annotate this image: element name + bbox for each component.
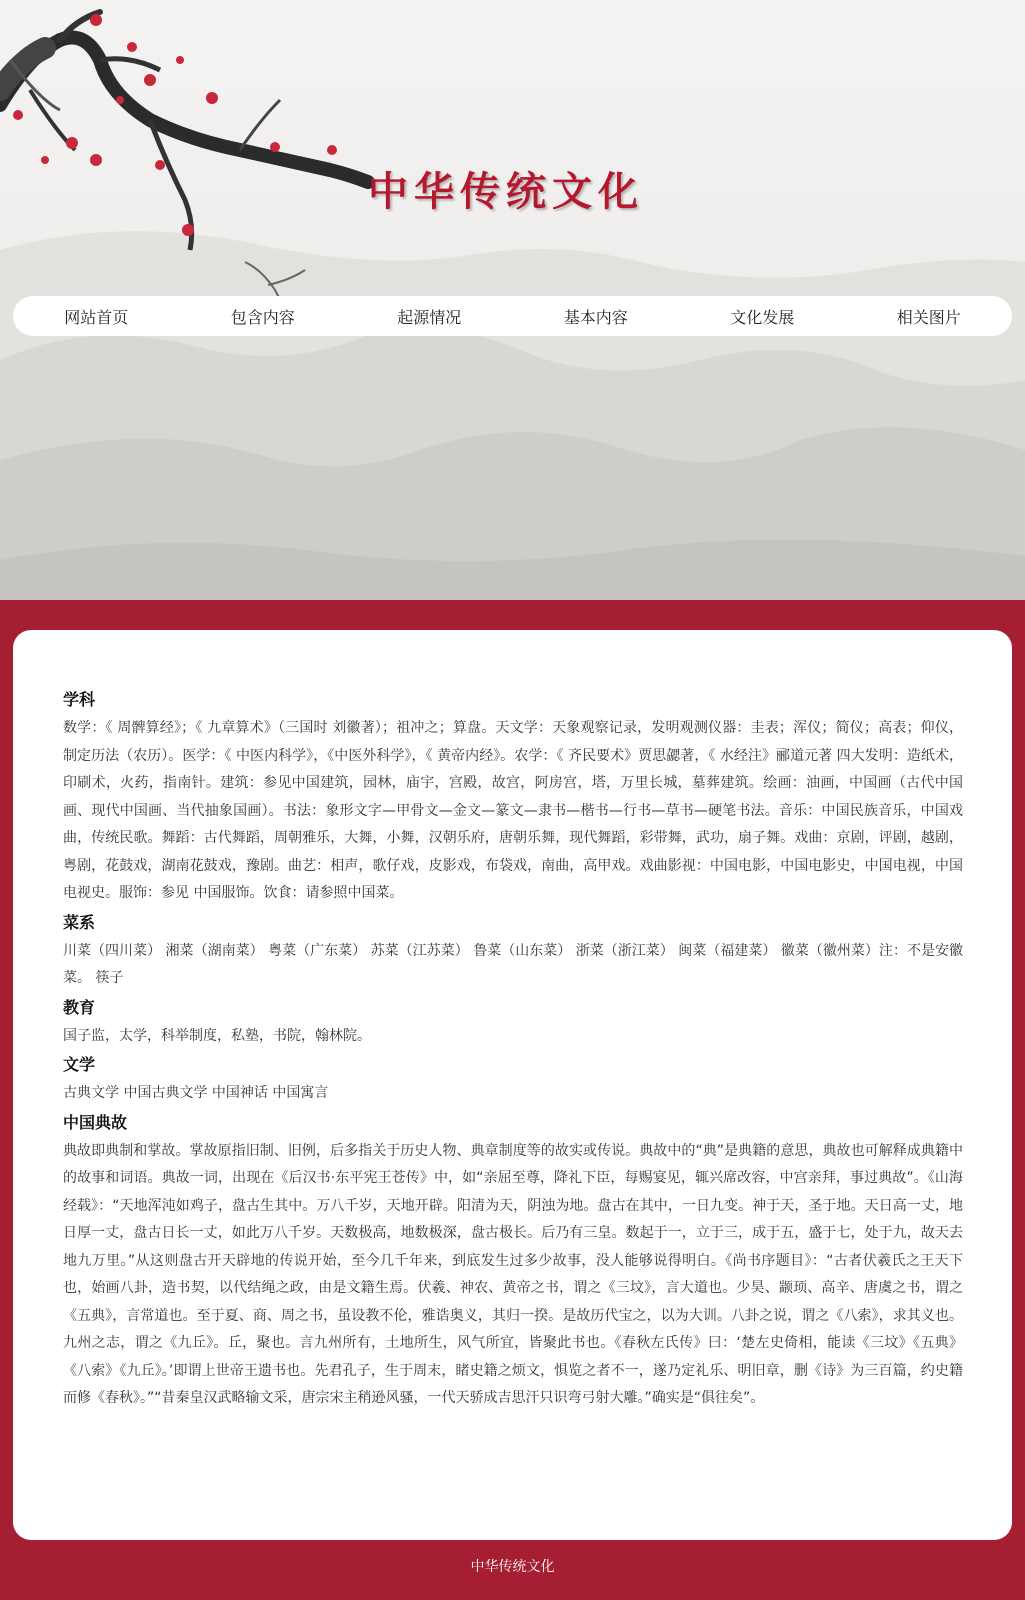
section-text-cuisines: 川菜（四川菜） 湘菜（湖南菜） 粤菜（广东菜） 苏菜（江苏菜） 鲁菜（山东菜） 浙菜（浙江菜） 闽菜（福建菜） 徽菜（徽州菜）注：不是安徽菜。 筷子 bbox=[63, 942, 963, 986]
section-text-allusions: 典故即典制和掌故。掌故原指旧制、旧例，后多指关于历史人物、典章制度等的故实或传说。典故中的“典”是典籍的意思，典故也可解释成典籍中的故事和词语。典故一词，出现在《后汉书·东平宪王苍传》中，如“亲屈至尊，降礼下臣，每赐宴见，辄兴席改容，中宫亲拜，事过典故”。《山海经载》：“天地浑沌如鸡子，盘古生其中。万八千岁，天地开辟。阳清为天，阴浊为地。盘古在其中，一日九变。神于天，圣于地。天日高一丈，地日厚一丈，盘古日长一丈，如此万八千岁。天数极高，地数极深，盘古极长。后乃有三皇。数起于一，立于三，成于五，盛于七，处于九，故天去地九万里。”从这则盘古开天辟地的传说开始，至今几千年来，到底发生过多少故事，没人能够说得明白。《尚书序题目》：“古者伏羲氏之王天下也，始画八卦，造书契，以代结绳之政，由是文籍生焉。伏羲、神农、黄帝之书，谓之《三坟》，言大道也。少昊、颛顼、高辛、唐虞之书，谓之《五典》，言常道也。至于夏、商、周之书，虽设教不伦，雅诰奥义，其归一揆。是故历代宝之，以为大训。八卦之说，谓之《八索》，求其义也。九州之志，谓之《九丘》。丘，聚也。言九州所有，土地所生，风气所宜，皆聚此书也。《春秋左氏传》曰：‘楚左史倚相，能读《三坟》《五典》《八索》《九丘》。’即谓上世帝王遗书也。先君孔子，生于周末，睹史籍之烦文，惧览之者不一，遂乃定礼乐、明旧章，删《诗》为三百篇，约史籍而修《春秋》。”“昔秦皇汉武略输文采，唐宗宋主稍逊风骚，一代天骄成吉思汗只识弯弓射大雕。”确实是“俱往矣”。 bbox=[63, 1142, 963, 1406]
nav-item-origin[interactable]: 起源情况 bbox=[397, 307, 462, 327]
nav-item-contents[interactable]: 包含内容 bbox=[230, 307, 295, 327]
section-heading-allusions: 中国典故 bbox=[63, 1112, 128, 1132]
nav-item-pictures[interactable]: 相关图片 bbox=[896, 307, 961, 327]
section-text-subjects: 数学：《 周髀算经》；《 九章算术》（三国时 刘徽著）；祖冲之；算盘。天文学：天象观察记录，发明观测仪器：圭表；浑仪；简仪；高表；仰仪，制定历法（农历）。医学：《 中医内科学》，《中医外科学》，《 黄帝内经》。农学：《 齐民要术》贾思勰著，《 水经注》郦道元著 四大发明：造纸术，印刷术，火药，指南针。建筑：参见中国建筑，园林，庙宇，宫殿，故宫，阿房宫，塔，万里长城，墓葬建筑。绘画：油画，中国画（古代中国画、现代中国画、当代抽象国画）。书法：象形文字—甲骨文—金文—篆文—隶书—楷书—行书—草书—硬笔书法。音乐：中国民族音乐，中国戏曲，传统民歌。舞蹈：古代舞蹈，周朝雅乐，大舞，小舞，汉朝乐府，唐朝乐舞，现代舞蹈，彩带舞，武功，扇子舞。戏曲：京剧，评剧，越剧，粤剧，花鼓戏，湖南花鼓戏，豫剧。曲艺：相声，歌仔戏，皮影戏，布袋戏，南曲，高甲戏。戏曲影视：中国电影，中国电影史，中国电视，中国电视史。服饰：参见 中国服饰。饮食：请参照中国菜。 bbox=[63, 720, 963, 901]
section-text-education: 国子监，太学，科举制度，私塾，书院，翰林院。 bbox=[63, 1027, 371, 1044]
section-heading-cuisines: 菜系 bbox=[63, 912, 96, 932]
hero-banner bbox=[0, 0, 1025, 600]
nav-item-development[interactable]: 文化发展 bbox=[730, 307, 795, 327]
site-title: 中华传统文化 bbox=[368, 168, 644, 215]
content-panel bbox=[13, 630, 1012, 1540]
article-content bbox=[63, 685, 963, 1413]
section-heading-literature: 文学 bbox=[63, 1055, 96, 1074]
nav-item-basics[interactable]: 基本内容 bbox=[563, 307, 628, 327]
main-nav bbox=[13, 296, 1012, 336]
section-heading-subjects: 学科 bbox=[63, 690, 96, 709]
nav-item-home[interactable]: 网站首页 bbox=[64, 307, 129, 327]
footer-text: 中华传统文化 bbox=[470, 1559, 555, 1575]
section-heading-education: 教育 bbox=[63, 997, 96, 1017]
section-text-literature: 古典文学 中国古典文学 中国神话 中国寓言 bbox=[63, 1085, 329, 1101]
